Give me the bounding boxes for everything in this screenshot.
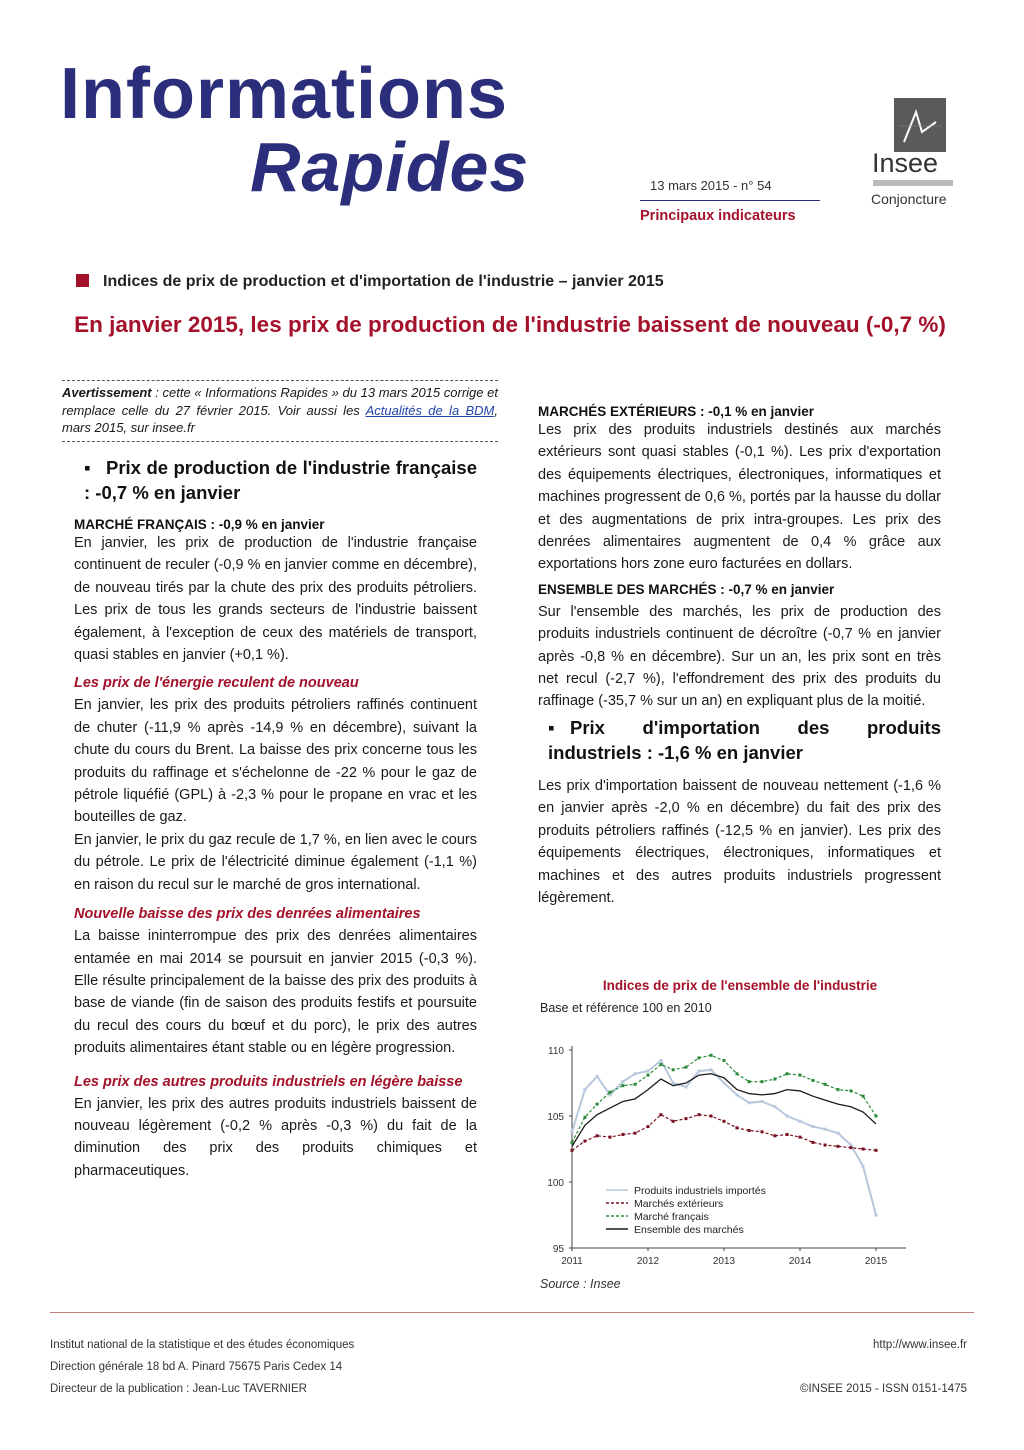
bullet-icon: ▪ — [84, 457, 91, 478]
footer-right — [760, 1334, 967, 1400]
bdm-link[interactable]: Actualités de la BDM — [365, 402, 495, 418]
marche-francais-text: En janvier, les prix de production de l'industrie française continuent de reculer (-0,9 % en janvier comme en décembre), de nouveau tirés par la chute des prix des produits pétroliers. Les prix de tous les grands secteurs de l'industrie baissent également, à l'exception de ceux des matériels de transport, quasi stables en janvier (+0,1 %). — [74, 535, 477, 664]
data-point — [609, 1091, 612, 1094]
data-point — [710, 1115, 713, 1118]
footer-rule — [50, 1312, 974, 1313]
data-point — [583, 1088, 586, 1091]
data-point — [571, 1130, 574, 1133]
data-point — [799, 1136, 802, 1139]
x-tick-label: 2014 — [788, 1256, 812, 1267]
data-point — [710, 1068, 713, 1071]
alimentaire-title: Nouvelle baisse des prix des denrées alimentaires — [74, 906, 421, 923]
data-point — [697, 1070, 700, 1073]
x-tick-label: 2013 — [712, 1256, 736, 1267]
data-point — [748, 1129, 751, 1132]
legend-label: Marchés extérieurs — [634, 1198, 724, 1210]
masthead-title: Informations — [60, 54, 509, 134]
bullet-icon: ▪ — [548, 716, 555, 738]
data-point — [735, 1093, 738, 1096]
data-point — [735, 1072, 738, 1075]
legend-label: Ensemble des marchés — [634, 1224, 744, 1236]
section-heading-production — [74, 455, 477, 505]
data-point — [634, 1132, 637, 1135]
data-point — [761, 1130, 764, 1133]
data-point — [723, 1120, 726, 1123]
data-point — [723, 1059, 726, 1062]
footer-address: Direction générale 18 bd A. Pinard 75675 Paris Cedex 14 — [50, 1361, 343, 1373]
import-text: Les prix d'importation baissent de nouveau nettement (-1,6 % en janvier après -2,0 % en décembre) du fait des prix des produits pétroliers raffinés (-12,5 % en janvier). Les prix des équipements électriques, électroniques, informatiques et machines et des autres produits industriels progressent légèrement. — [538, 777, 941, 906]
data-point — [571, 1149, 574, 1152]
autres-title: Les prix des autres produits industriels en légère baisse — [74, 1073, 463, 1090]
data-point — [685, 1117, 688, 1120]
series-line — [572, 1074, 876, 1147]
data-point — [786, 1072, 789, 1075]
data-point — [583, 1116, 586, 1119]
square-bullet-icon — [76, 274, 89, 287]
ensemble-marches-text: Sur l'ensemble des marchés, les prix de production des produits industriels continuent de décroître (-0,7 % en janvier après -0,8 % en décembre). Sur un an, les prix sont en très net recul (-2,7 %), l'effondrement des prix des produits du raffinage (-35,7 % sur un an) en expliquant plus de la moitié. — [538, 603, 941, 710]
data-point — [761, 1100, 764, 1103]
data-point — [849, 1089, 852, 1092]
data-point — [697, 1113, 700, 1116]
footer-director: Directeur de la publication : Jean-Luc TAVERNIER — [50, 1383, 307, 1395]
chart-source: Source : Insee — [540, 1277, 621, 1291]
data-point — [862, 1095, 865, 1098]
data-point — [647, 1074, 650, 1077]
y-tick-label: 95 — [552, 1244, 564, 1255]
ensemble-marches-title: ENSEMBLE DES MARCHÉS : -0,7 % en janvier — [538, 581, 835, 597]
data-point — [824, 1144, 827, 1147]
x-tick-label: 2012 — [636, 1256, 660, 1267]
energie-text-1: En janvier, les prix des produits pétroliers raffinés continuent de chuter (-11,9 % après -14,9 % en décembre), suivant la chute du cours du Brent. La baisse des prix concerne tous les produits du raffinage et s'échelonne de -22 % pour le gaz de pétrole liquéfié (GPL) à -2,3 % pour le propane en vrac et les bouteilles de gaz. — [74, 697, 477, 826]
footer-url[interactable]: http://www.insee.fr — [873, 1339, 967, 1351]
masthead-subtitle: Rapides — [250, 128, 530, 206]
data-point — [609, 1136, 612, 1139]
subject-line — [76, 273, 664, 291]
warning-text-1: : cette « Informations Rapides » du 13 mars 2015 corrige et remplace celle du 27 février 2015. Voir aussi les — [62, 385, 498, 418]
category-label: Principaux indicateurs — [640, 208, 796, 224]
data-point — [786, 1133, 789, 1136]
legend-label: Marché français — [634, 1211, 709, 1223]
logo-graphic — [894, 98, 946, 152]
section-heading-text: Prix d'importation des produits industriels : -1,6 % en janvier — [548, 716, 941, 763]
headline: En janvier 2015, les prix de production de l'industrie baissent de nouveau (-0,7 %) — [74, 312, 946, 337]
data-point — [583, 1140, 586, 1143]
data-point — [621, 1084, 624, 1087]
left-column — [74, 455, 477, 1182]
footer-left — [50, 1334, 354, 1400]
chart-subtitle: Base et référence 100 en 2010 — [540, 1001, 712, 1015]
data-point — [621, 1133, 624, 1136]
data-point — [849, 1144, 852, 1147]
data-point — [799, 1074, 802, 1077]
y-tick-label: 110 — [548, 1046, 564, 1057]
energie-text-2: En janvier, le prix du gaz recule de 1,7 %, en lien avec le cours du pétrole. Le prix de l'électricité diminue également (-1,1 %) en raison du recul sur le marché de gros international. — [74, 831, 478, 893]
data-point — [773, 1105, 776, 1108]
data-point — [723, 1082, 726, 1085]
data-point — [748, 1080, 751, 1083]
warning-text-2: , mars 2015, sur insee.fr — [62, 402, 498, 436]
data-point — [811, 1125, 814, 1128]
section-heading-text: Prix de production de l'industrie française : -0,7 % en janvier — [84, 457, 477, 503]
header-rule — [640, 200, 820, 201]
data-point — [685, 1066, 688, 1069]
data-point — [596, 1103, 599, 1106]
data-point — [596, 1134, 599, 1137]
data-point — [786, 1115, 789, 1118]
data-point — [811, 1079, 814, 1082]
data-point — [735, 1126, 738, 1129]
x-tick-label: 2015 — [864, 1256, 888, 1267]
data-point — [685, 1085, 688, 1088]
footer-copyright: ©INSEE 2015 - ISSN 0151-1475 — [799, 1383, 967, 1395]
y-tick-label: 100 — [547, 1178, 564, 1189]
data-point — [647, 1070, 650, 1073]
data-point — [824, 1083, 827, 1086]
marche-francais-title: MARCHÉ FRANÇAIS : -0,9 % en janvier — [74, 517, 325, 532]
data-point — [837, 1145, 840, 1148]
energie-title: Les prix de l'énergie reculent de nouveau — [74, 675, 359, 692]
data-point — [875, 1149, 878, 1152]
data-point — [621, 1080, 624, 1083]
data-point — [672, 1082, 675, 1085]
data-point — [710, 1054, 713, 1057]
issue-dateline: 13 mars 2015 - n° 54 — [650, 178, 772, 193]
footer-institute: Institut national de la statistique et des études économiques — [50, 1339, 355, 1351]
data-point — [672, 1120, 675, 1123]
data-point — [748, 1101, 751, 1104]
data-point — [799, 1120, 802, 1123]
section-heading-import — [538, 715, 941, 765]
data-point — [824, 1128, 827, 1131]
chart-title: Indices de prix de l'ensemble de l'industrie — [602, 978, 878, 993]
logo-wordmark: Insee — [872, 148, 939, 178]
data-point — [773, 1078, 776, 1081]
data-point — [773, 1134, 776, 1137]
data-point — [596, 1075, 599, 1078]
y-tick-label: 105 — [547, 1112, 564, 1123]
data-point — [875, 1214, 878, 1217]
insee-logo — [868, 98, 958, 213]
warning-note — [62, 380, 498, 442]
data-point — [862, 1165, 865, 1168]
warning-lead: Avertissement — [62, 385, 152, 400]
data-point — [849, 1146, 852, 1149]
data-point — [837, 1132, 840, 1135]
data-point — [837, 1088, 840, 1091]
right-column — [538, 398, 941, 909]
x-tick-label: 2011 — [561, 1256, 583, 1267]
data-point — [659, 1113, 662, 1116]
logo-tagline — [873, 180, 953, 186]
data-point — [672, 1068, 675, 1071]
data-point — [659, 1059, 662, 1062]
legend-label: Produits industriels importés — [634, 1185, 766, 1197]
price-index-chart — [536, 1030, 936, 1270]
series-line — [572, 1055, 876, 1142]
logo-conjoncture: Conjoncture — [871, 191, 947, 207]
data-point — [862, 1148, 865, 1151]
subject-text: Indices de prix de production et d'importation de l'industrie – janvier 2015 — [103, 273, 664, 290]
alimentaire-text: La baisse ininterrompue des prix des denrées alimentaires entamée en mai 2014 se poursuit en janvier 2015 (-0,3 %). Elle résulte principalement de la baisse des prix des produits à base de viande (fin de saison des produits festifs et poursuite du recul des cours du bœuf et du porc), le prix des autres produits alimentaires étant stable ou en légère progression. — [74, 928, 477, 1057]
data-point — [659, 1063, 662, 1066]
data-point — [811, 1141, 814, 1144]
marches-exterieurs-text: Les prix des produits industriels destinés aux marchés extérieurs sont quasi stables (-0,1 %). Les prix d'exportation des équipements électriques, électroniques, informatiques et machines progressent de 0,6 %, portés par la hausse du dollar et des augmentations de prix intra-groupes. Les prix des denrées alimentaires augmentent de 0,4 % grâce aux exportations hors zone euro facturées en dollars. — [538, 422, 942, 573]
data-point — [697, 1056, 700, 1059]
marches-exterieurs-title: MARCHÉS EXTÉRIEURS : -0,1 % en janvier — [538, 404, 815, 419]
data-point — [634, 1083, 637, 1086]
data-point — [634, 1072, 637, 1075]
data-point — [761, 1080, 764, 1083]
autres-text: En janvier, les prix des autres produits industriels baissent de nouveau légèrement (-0,2 % après -0,3 %) du fait de la diminution des prix des produits chimiques et pharmaceutiques. — [74, 1095, 477, 1179]
data-point — [875, 1115, 878, 1118]
data-point — [647, 1125, 650, 1128]
